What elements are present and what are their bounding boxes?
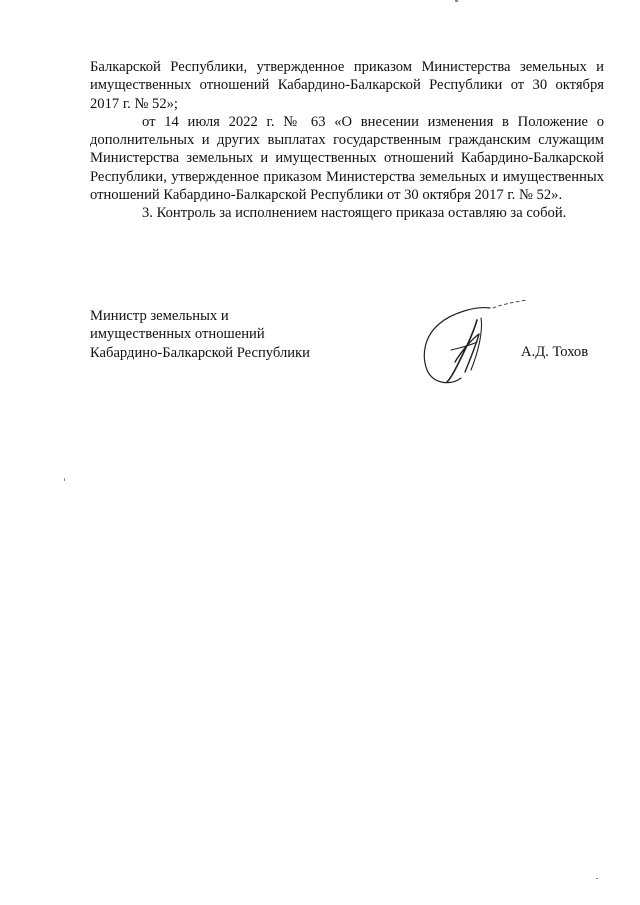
- body-text: [90, 58, 604, 223]
- scan-artifact: [64, 478, 65, 481]
- paragraph-order-reference: от 14 июля 2022 г. № 63 «О внесении изменения в Положение о дополнительных и других выплатах государственным гражданским служащим Министерства земельных и имущественных отношений Кабардино-Балкарской Республики, утвержденное приказом Министерства земельных и имущественных отношений Кабардино-Балкарской Республики от 30 октября 2017 г. № 52».: [90, 113, 604, 204]
- scan-artifact: [455, 0, 458, 2]
- handwritten-signature: [415, 290, 545, 390]
- scan-artifact: [596, 878, 598, 879]
- paragraph-continuation: Балкарской Республики, утвержденное приказом Министерства земельных и имущественных отношений Кабардино-Балкарской Республики от 30 октября 2017 г. № 52»;: [90, 59, 604, 112]
- signer-name: А.Д. Тохов: [521, 344, 589, 360]
- paragraph-control-clause: 3. Контроль за исполнением настоящего приказа оставляю за собой.: [142, 205, 567, 222]
- signatory-position: [90, 307, 390, 362]
- position-line-3: Кабардино-Балкарской Республики: [90, 344, 310, 361]
- position-line-1: Министр земельных и: [90, 308, 229, 324]
- position-line-2: имущественных отношений: [90, 326, 265, 343]
